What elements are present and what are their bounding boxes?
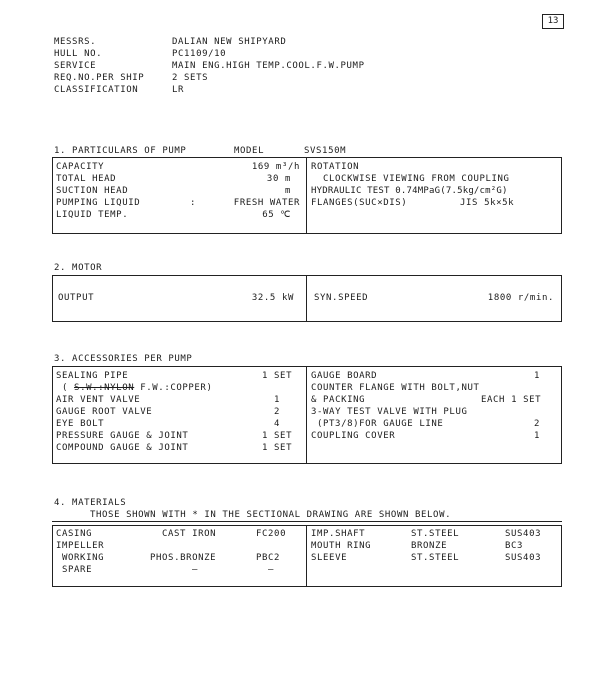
gauge-root-valve-qty: 2 (274, 407, 281, 417)
service-label: SERVICE (54, 61, 97, 71)
casing-label: CASING (56, 529, 93, 539)
pumping-liquid-label: PUMPING LIQUID (56, 198, 141, 208)
eye-bolt-label: EYE BOLT (56, 419, 105, 429)
mouth-ring-material: BRONZE (411, 541, 448, 551)
spare-material: – (192, 565, 199, 575)
casing-grade: FC200 (256, 529, 287, 539)
working-label: WORKING (62, 553, 105, 563)
gauge-board-label: GAUGE BOARD (311, 371, 378, 381)
classification-label: CLASSIFICATION (54, 85, 139, 95)
gauge-root-valve-label: GAUGE ROOT VALVE (56, 407, 153, 417)
working-material: PHOS.BRONZE (150, 553, 217, 563)
suction-head-value: m (284, 186, 291, 196)
imp-shaft-grade: SUS403 (505, 529, 542, 539)
flanges-label: FLANGES(SUC×DIS) (311, 198, 408, 208)
syn-speed-value: 1800 r/min. (487, 293, 554, 303)
eye-bolt-qty: 4 (274, 419, 281, 429)
req-no-label: REQ.NO.PER SHIP (54, 73, 145, 83)
test-valve-qty: 2 (534, 419, 541, 429)
coupling-cover-qty: 1 (534, 431, 541, 441)
hull-no-value: PC1109/10 (172, 49, 227, 59)
sleeve-grade: SUS403 (505, 553, 542, 563)
materials-table (52, 525, 562, 587)
accessories-table-divider (306, 367, 307, 463)
packing-qty: EACH 1 SET (481, 395, 542, 405)
sealing-note-struck: S.W.:NYLON (74, 383, 135, 393)
suction-head-label: SUCTION HEAD (56, 186, 129, 196)
test-valve-label: 3-WAY TEST VALVE WITH PLUG (311, 407, 468, 417)
sealing-pipe-label: SEALING PIPE (56, 371, 129, 381)
flanges-value: JIS 5k×5k (460, 198, 515, 208)
test-valve-detail: (PT3/8)FOR GAUGE LINE (317, 419, 444, 429)
materials-note: THOSE SHOWN WITH * IN THE SECTIONAL DRAWING ARE SHOWN BELOW. (90, 510, 452, 520)
sealing-note-open: ( (62, 383, 75, 393)
capacity-value: 169 m³/h (251, 162, 300, 172)
spare-grade: – (268, 565, 275, 575)
sealing-note-rest: F.W.:COPPER) (134, 383, 213, 393)
rotation-detail: CLOCKWISE VIEWING FROM COUPLING (323, 174, 510, 184)
coupling-cover-label: COUPLING COVER (311, 431, 396, 441)
materials-underline (52, 521, 562, 522)
rotation-label: ROTATION (311, 162, 360, 172)
mouth-ring-grade: BC3 (505, 541, 524, 551)
total-head-value: 30 m (266, 174, 291, 184)
output-label: OUTPUT (58, 293, 95, 303)
messrs-value: DALIAN NEW SHIPYARD (172, 37, 287, 47)
compound-gauge-qty: 1 SET (262, 443, 293, 453)
req-no-value: 2 SETS (172, 73, 209, 83)
page-number: 13 (542, 14, 564, 29)
gauge-board-qty: 1 (534, 371, 541, 381)
packing-label: & PACKING (311, 395, 366, 405)
pressure-gauge-label: PRESSURE GAUGE & JOINT (56, 431, 189, 441)
imp-shaft-material: ST.STEEL (411, 529, 460, 539)
section-4-heading: 4. MATERIALS (54, 498, 127, 508)
total-head-label: TOTAL HEAD (56, 174, 117, 184)
impeller-label: IMPELLER (56, 541, 105, 551)
section-3-heading: 3. ACCESSORIES PER PUMP (54, 354, 193, 364)
hull-no-label: HULL NO. (54, 49, 103, 59)
messrs-label: MESSRS. (54, 37, 97, 47)
pumping-liquid-colon: : (190, 198, 197, 208)
air-vent-valve-label: AIR VENT VALVE (56, 395, 141, 405)
air-vent-valve-qty: 1 (274, 395, 281, 405)
mouth-ring-label: MOUTH RING (311, 541, 372, 551)
sleeve-label: SLEEVE (311, 553, 348, 563)
liquid-temp-label: LIQUID TEMP. (56, 210, 129, 220)
service-value: MAIN ENG.HIGH TEMP.COOL.F.W.PUMP (172, 61, 365, 71)
capacity-label: CAPACITY (56, 162, 105, 172)
table-divider (306, 158, 307, 233)
classification-value: LR (172, 85, 185, 95)
sealing-pipe-note (62, 383, 212, 394)
liquid-temp-value: 65 ℃ (262, 210, 291, 220)
pressure-gauge-qty: 1 SET (262, 431, 293, 441)
hydraulic-test: HYDRAULIC TEST 0.74MPaG(7.5kg/cm²G) (311, 186, 508, 196)
motor-table-divider (306, 276, 307, 321)
compound-gauge-label: COMPOUND GAUGE & JOINT (56, 443, 189, 453)
counter-flange-label: COUNTER FLANGE WITH BOLT,NUT (311, 383, 480, 393)
syn-speed-label: SYN.SPEED (314, 293, 369, 303)
casing-material: CAST IRON (162, 529, 217, 539)
sleeve-material: ST.STEEL (411, 553, 460, 563)
output-value: 32.5 kW (251, 293, 294, 303)
working-grade: PBC2 (256, 553, 281, 563)
materials-table-divider (306, 526, 307, 586)
sealing-pipe-qty: 1 SET (262, 371, 293, 381)
imp-shaft-label: IMP.SHAFT (311, 529, 366, 539)
model-value: SVS150M (304, 146, 347, 156)
section-1-heading: 1. PARTICULARS OF PUMP (54, 146, 187, 156)
section-2-heading: 2. MOTOR (54, 263, 103, 273)
pumping-liquid-value: FRESH WATER (233, 198, 300, 208)
model-label: MODEL (234, 146, 265, 156)
spare-label: SPARE (62, 565, 93, 575)
